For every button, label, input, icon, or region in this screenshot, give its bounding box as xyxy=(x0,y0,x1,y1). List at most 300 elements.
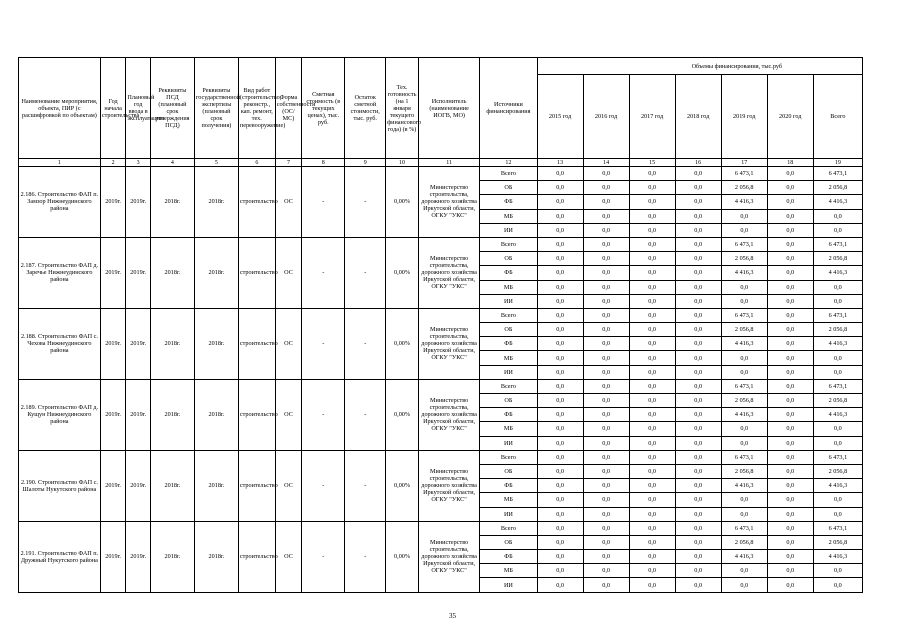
object-start: 2019г. xyxy=(100,379,126,450)
funding-value: 0,0 xyxy=(675,237,721,251)
funding-value: 0,0 xyxy=(583,266,629,280)
funding-value: 0,0 xyxy=(813,507,862,521)
funding-source: ИИ xyxy=(480,294,537,308)
object-ownership: ОС xyxy=(275,450,302,521)
column-number: 14 xyxy=(583,159,629,167)
header-work-type: Вид работ (строительство, реконстр., кап. ремонт, тех. перевооружение) xyxy=(238,58,275,159)
object-remaining: - xyxy=(345,379,386,450)
funding-source: ФБ xyxy=(480,195,537,209)
funding-value: 0,0 xyxy=(583,535,629,549)
object-ownership: ОС xyxy=(275,379,302,450)
header-remaining-cost: Остаток сметной стоимости, тыс. руб. xyxy=(345,58,386,159)
funding-value: 0,0 xyxy=(767,479,813,493)
column-number: 1 xyxy=(19,159,101,167)
funding-value: 0,0 xyxy=(767,237,813,251)
funding-source: ФБ xyxy=(480,479,537,493)
funding-value: 0,0 xyxy=(537,564,583,578)
funding-value: 0,0 xyxy=(767,408,813,422)
financing-table xyxy=(18,57,863,593)
funding-value: 0,0 xyxy=(583,294,629,308)
funding-value: 4 416,3 xyxy=(813,550,862,564)
object-executor: Министерство строительства, дорожного хозяйства Иркутской области, ОГКУ "УКС" xyxy=(418,237,479,308)
object-name: 2.189. Строительство ФАП д. Кущун Нижнеудинского района xyxy=(19,379,101,450)
header-year-2015: 2015 год xyxy=(537,75,583,159)
funding-source: ИИ xyxy=(480,223,537,237)
funding-value: 0,0 xyxy=(675,564,721,578)
funding-source: ОБ xyxy=(480,252,537,266)
object-cost: - xyxy=(302,237,345,308)
funding-value: 0,0 xyxy=(629,252,675,266)
funding-value: 6 473,1 xyxy=(813,379,862,393)
funding-value: 0,0 xyxy=(629,422,675,436)
object-readiness: 0,00% xyxy=(386,450,419,521)
header-total: Всего xyxy=(813,75,862,159)
funding-source: ОБ xyxy=(480,535,537,549)
funding-value: 6 473,1 xyxy=(813,167,862,181)
funding-value: 2 056,8 xyxy=(721,252,767,266)
funding-value: 0,0 xyxy=(721,351,767,365)
funding-source: ИИ xyxy=(480,436,537,450)
funding-source: Всего xyxy=(480,308,537,322)
funding-value: 0,0 xyxy=(767,436,813,450)
funding-value: 0,0 xyxy=(583,323,629,337)
funding-value: 0,0 xyxy=(629,535,675,549)
object-work: строительство xyxy=(238,237,275,308)
funding-value: 0,0 xyxy=(721,578,767,592)
funding-source: МБ xyxy=(480,209,537,223)
funding-value: 0,0 xyxy=(675,578,721,592)
funding-value: 0,0 xyxy=(537,266,583,280)
funding-value: 0,0 xyxy=(767,365,813,379)
object-work: строительство xyxy=(238,167,275,238)
funding-value: 6 473,1 xyxy=(813,237,862,251)
funding-value: 0,0 xyxy=(675,280,721,294)
object-expertise: 2018г. xyxy=(194,167,238,238)
object-expertise: 2018г. xyxy=(194,308,238,379)
header-volumes: Объемы финансирования, тыс.руб xyxy=(537,58,862,75)
funding-source: МБ xyxy=(480,351,537,365)
funding-value: 0,0 xyxy=(583,450,629,464)
table-row xyxy=(19,379,863,393)
funding-value: 0,0 xyxy=(767,550,813,564)
funding-value: 0,0 xyxy=(721,280,767,294)
funding-value: 0,0 xyxy=(537,493,583,507)
funding-value: 0,0 xyxy=(537,408,583,422)
column-numbers-row xyxy=(19,159,863,167)
object-work: строительство xyxy=(238,521,275,592)
object-expertise: 2018г. xyxy=(194,237,238,308)
column-number: 16 xyxy=(675,159,721,167)
object-cost: - xyxy=(302,450,345,521)
funding-value: 6 473,1 xyxy=(813,521,862,535)
funding-value: 0,0 xyxy=(537,280,583,294)
funding-source: МБ xyxy=(480,493,537,507)
funding-value: 0,0 xyxy=(629,351,675,365)
funding-value: 0,0 xyxy=(675,308,721,322)
funding-value: 0,0 xyxy=(629,394,675,408)
funding-value: 6 473,1 xyxy=(721,521,767,535)
header-year-2016: 2016 год xyxy=(583,75,629,159)
funding-value: 0,0 xyxy=(767,294,813,308)
object-remaining: - xyxy=(345,167,386,238)
funding-value: 0,0 xyxy=(537,181,583,195)
object-start: 2019г. xyxy=(100,308,126,379)
object-name: 2.187. Строительство ФАП д. Заречье Нижнеудинского района xyxy=(19,237,101,308)
column-number: 9 xyxy=(345,159,386,167)
funding-value: 0,0 xyxy=(583,479,629,493)
column-number: 15 xyxy=(629,159,675,167)
funding-value: 0,0 xyxy=(721,365,767,379)
funding-value: 0,0 xyxy=(675,436,721,450)
funding-value: 0,0 xyxy=(537,294,583,308)
funding-value: 0,0 xyxy=(537,521,583,535)
funding-value: 0,0 xyxy=(537,195,583,209)
funding-value: 0,0 xyxy=(629,493,675,507)
funding-value: 0,0 xyxy=(767,422,813,436)
funding-value: 0,0 xyxy=(629,379,675,393)
funding-value: 0,0 xyxy=(721,493,767,507)
column-number: 4 xyxy=(150,159,194,167)
funding-value: 0,0 xyxy=(629,209,675,223)
object-start: 2019г. xyxy=(100,450,126,521)
funding-value: 2 056,8 xyxy=(721,535,767,549)
header-year-2019: 2019 год xyxy=(721,75,767,159)
funding-value: 0,0 xyxy=(583,351,629,365)
object-ownership: ОС xyxy=(275,521,302,592)
funding-value: 0,0 xyxy=(721,223,767,237)
funding-value: 0,0 xyxy=(583,379,629,393)
object-readiness: 0,00% xyxy=(386,379,419,450)
funding-value: 4 416,3 xyxy=(721,408,767,422)
funding-value: 6 473,1 xyxy=(721,379,767,393)
table-row xyxy=(19,167,863,181)
funding-value: 0,0 xyxy=(813,223,862,237)
funding-source: ФБ xyxy=(480,337,537,351)
funding-value: 0,0 xyxy=(537,507,583,521)
header-ownership: Форма собственности (ОС/МС) xyxy=(275,58,302,159)
funding-value: 4 416,3 xyxy=(721,195,767,209)
funding-value: 0,0 xyxy=(629,308,675,322)
funding-value: 0,0 xyxy=(767,252,813,266)
funding-value: 6 473,1 xyxy=(721,450,767,464)
object-name: 2.188. Строительство ФАП с. Чехова Нижнеудинского района xyxy=(19,308,101,379)
funding-value: 0,0 xyxy=(675,464,721,478)
funding-value: 4 416,3 xyxy=(721,337,767,351)
object-expertise: 2018г. xyxy=(194,521,238,592)
funding-value: 0,0 xyxy=(629,464,675,478)
funding-value: 0,0 xyxy=(583,436,629,450)
funding-value: 0,0 xyxy=(767,337,813,351)
funding-value: 0,0 xyxy=(721,422,767,436)
header-readiness: Тех. готовность (на 1 января текущего финансового года) (в %) xyxy=(386,58,419,159)
funding-value: 2 056,8 xyxy=(721,323,767,337)
funding-value: 0,0 xyxy=(675,365,721,379)
funding-value: 0,0 xyxy=(629,167,675,181)
funding-value: 0,0 xyxy=(537,464,583,478)
column-number: 5 xyxy=(194,159,238,167)
funding-value: 0,0 xyxy=(675,479,721,493)
funding-source: Всего xyxy=(480,237,537,251)
funding-value: 0,0 xyxy=(583,507,629,521)
funding-value: 0,0 xyxy=(675,351,721,365)
funding-value: 0,0 xyxy=(675,408,721,422)
funding-value: 0,0 xyxy=(537,535,583,549)
funding-value: 0,0 xyxy=(583,408,629,422)
funding-value: 2 056,8 xyxy=(721,394,767,408)
object-remaining: - xyxy=(345,308,386,379)
funding-value: 0,0 xyxy=(583,167,629,181)
funding-source: МБ xyxy=(480,564,537,578)
object-readiness: 0,00% xyxy=(386,237,419,308)
funding-value: 4 416,3 xyxy=(721,550,767,564)
object-cost: - xyxy=(302,379,345,450)
object-work: строительство xyxy=(238,308,275,379)
funding-value: 2 056,8 xyxy=(721,464,767,478)
funding-value: 0,0 xyxy=(583,280,629,294)
funding-value: 0,0 xyxy=(675,550,721,564)
object-readiness: 0,00% xyxy=(386,521,419,592)
funding-value: 0,0 xyxy=(813,564,862,578)
funding-value: 6 473,1 xyxy=(721,167,767,181)
object-executor: Министерство строительства, дорожного хозяйства Иркутской области, ОГКУ "УКС" xyxy=(418,167,479,238)
funding-value: 0,0 xyxy=(675,323,721,337)
object-ownership: ОС xyxy=(275,167,302,238)
funding-value: 2 056,8 xyxy=(813,252,862,266)
funding-value: 2 056,8 xyxy=(813,464,862,478)
funding-value: 4 416,3 xyxy=(813,195,862,209)
object-psd: 2018г. xyxy=(150,450,194,521)
column-number: 8 xyxy=(302,159,345,167)
funding-source: ИИ xyxy=(480,578,537,592)
funding-value: 0,0 xyxy=(675,394,721,408)
header-year-2020: 2020 год xyxy=(767,75,813,159)
funding-value: 0,0 xyxy=(675,450,721,464)
funding-value: 0,0 xyxy=(629,323,675,337)
funding-value: 0,0 xyxy=(813,351,862,365)
object-executor: Министерство строительства, дорожного хозяйства Иркутской области, ОГКУ "УКС" xyxy=(418,379,479,450)
funding-value: 0,0 xyxy=(813,209,862,223)
funding-value: 0,0 xyxy=(583,308,629,322)
funding-value: 0,0 xyxy=(767,280,813,294)
funding-value: 0,0 xyxy=(813,578,862,592)
column-number: 11 xyxy=(418,159,479,167)
funding-value: 0,0 xyxy=(767,266,813,280)
object-planned: 2019г. xyxy=(126,521,151,592)
funding-value: 0,0 xyxy=(721,436,767,450)
funding-value: 0,0 xyxy=(583,564,629,578)
table-row xyxy=(19,308,863,322)
funding-source: ФБ xyxy=(480,550,537,564)
object-ownership: ОС xyxy=(275,308,302,379)
funding-value: 6 473,1 xyxy=(813,450,862,464)
object-work: строительство xyxy=(238,379,275,450)
funding-value: 0,0 xyxy=(675,507,721,521)
funding-source: ИИ xyxy=(480,365,537,379)
funding-source: ОБ xyxy=(480,181,537,195)
column-number: 6 xyxy=(238,159,275,167)
funding-value: 0,0 xyxy=(537,479,583,493)
funding-value: 0,0 xyxy=(629,266,675,280)
funding-value: 0,0 xyxy=(721,294,767,308)
funding-value: 0,0 xyxy=(537,252,583,266)
funding-value: 0,0 xyxy=(675,422,721,436)
object-expertise: 2018г. xyxy=(194,450,238,521)
funding-value: 4 416,3 xyxy=(813,337,862,351)
funding-value: 0,0 xyxy=(537,337,583,351)
header-sources: Источники финансирования xyxy=(480,58,537,159)
object-cost: - xyxy=(302,521,345,592)
funding-value: 0,0 xyxy=(675,266,721,280)
object-cost: - xyxy=(302,167,345,238)
column-number: 12 xyxy=(480,159,537,167)
funding-value: 0,0 xyxy=(767,394,813,408)
funding-value: 0,0 xyxy=(813,280,862,294)
funding-source: ФБ xyxy=(480,408,537,422)
funding-value: 0,0 xyxy=(583,578,629,592)
header-year-2017: 2017 год xyxy=(629,75,675,159)
object-executor: Министерство строительства, дорожного хозяйства Иркутской области, ОГКУ "УКС" xyxy=(418,450,479,521)
funding-value: 0,0 xyxy=(767,167,813,181)
funding-value: 0,0 xyxy=(537,578,583,592)
header-estimated-cost: Сметная стоимость (в текущих ценах), тыс. руб. xyxy=(302,58,345,159)
funding-value: 0,0 xyxy=(629,408,675,422)
funding-value: 0,0 xyxy=(767,450,813,464)
funding-value: 0,0 xyxy=(629,337,675,351)
object-name: 2.186. Строительство ФАП п. Замзор Нижнеудинского района xyxy=(19,167,101,238)
funding-value: 0,0 xyxy=(813,294,862,308)
funding-source: Всего xyxy=(480,167,537,181)
funding-value: 6 473,1 xyxy=(813,308,862,322)
funding-value: 0,0 xyxy=(767,223,813,237)
object-psd: 2018г. xyxy=(150,308,194,379)
funding-value: 2 056,8 xyxy=(813,181,862,195)
funding-value: 0,0 xyxy=(583,181,629,195)
funding-value: 0,0 xyxy=(813,422,862,436)
funding-value: 0,0 xyxy=(537,436,583,450)
funding-value: 0,0 xyxy=(675,493,721,507)
object-remaining: - xyxy=(345,521,386,592)
funding-source: ФБ xyxy=(480,266,537,280)
funding-value: 4 416,3 xyxy=(813,479,862,493)
funding-source: ОБ xyxy=(480,464,537,478)
funding-value: 0,0 xyxy=(675,223,721,237)
table-row xyxy=(19,450,863,464)
funding-value: 0,0 xyxy=(767,564,813,578)
object-ownership: ОС xyxy=(275,237,302,308)
object-name: 2.191. Строительство ФАП п. Дружный Нукутского района xyxy=(19,521,101,592)
object-executor: Министерство строительства, дорожного хозяйства Иркутской области, ОГКУ "УКС" xyxy=(418,521,479,592)
funding-value: 4 416,3 xyxy=(721,266,767,280)
funding-value: 0,0 xyxy=(675,209,721,223)
funding-value: 6 473,1 xyxy=(721,308,767,322)
object-readiness: 0,00% xyxy=(386,308,419,379)
funding-value: 0,0 xyxy=(537,308,583,322)
object-planned: 2019г. xyxy=(126,308,151,379)
funding-value: 2 056,8 xyxy=(813,323,862,337)
funding-value: 0,0 xyxy=(583,195,629,209)
funding-value: 0,0 xyxy=(629,564,675,578)
funding-value: 0,0 xyxy=(767,181,813,195)
object-psd: 2018г. xyxy=(150,379,194,450)
column-number: 10 xyxy=(386,159,419,167)
funding-source: Всего xyxy=(480,379,537,393)
object-start: 2019г. xyxy=(100,167,126,238)
funding-value: 0,0 xyxy=(629,479,675,493)
funding-value: 0,0 xyxy=(767,308,813,322)
funding-value: 6 473,1 xyxy=(721,237,767,251)
funding-value: 4 416,3 xyxy=(721,479,767,493)
funding-value: 0,0 xyxy=(767,209,813,223)
funding-value: 0,0 xyxy=(583,493,629,507)
object-psd: 2018г. xyxy=(150,521,194,592)
funding-value: 0,0 xyxy=(767,351,813,365)
funding-value: 0,0 xyxy=(675,252,721,266)
column-number: 18 xyxy=(767,159,813,167)
object-executor: Министерство строительства, дорожного хозяйства Иркутской области, ОГКУ "УКС" xyxy=(418,308,479,379)
funding-value: 0,0 xyxy=(537,394,583,408)
object-psd: 2018г. xyxy=(150,237,194,308)
funding-value: 0,0 xyxy=(583,394,629,408)
column-number: 3 xyxy=(126,159,151,167)
funding-value: 4 416,3 xyxy=(813,408,862,422)
funding-value: 0,0 xyxy=(537,209,583,223)
object-readiness: 0,00% xyxy=(386,167,419,238)
funding-value: 2 056,8 xyxy=(813,535,862,549)
funding-value: 0,0 xyxy=(583,252,629,266)
funding-value: 0,0 xyxy=(629,450,675,464)
header-name: Наименование мероприятия, объекта, ПИР (с расшифровкой по объектам) xyxy=(19,58,101,159)
funding-value: 0,0 xyxy=(537,365,583,379)
object-psd: 2018г. xyxy=(150,167,194,238)
funding-value: 0,0 xyxy=(767,521,813,535)
funding-value: 0,0 xyxy=(583,521,629,535)
object-work: строительство xyxy=(238,450,275,521)
funding-value: 0,0 xyxy=(675,379,721,393)
funding-value: 0,0 xyxy=(629,294,675,308)
funding-value: 0,0 xyxy=(675,195,721,209)
funding-value: 0,0 xyxy=(629,521,675,535)
funding-value: 0,0 xyxy=(767,493,813,507)
funding-value: 2 056,8 xyxy=(813,394,862,408)
header-start-year: Год начала строительства xyxy=(100,58,126,159)
table-row xyxy=(19,237,863,251)
table-body xyxy=(19,159,863,593)
object-cost: - xyxy=(302,308,345,379)
funding-value: 0,0 xyxy=(583,422,629,436)
object-planned: 2019г. xyxy=(126,379,151,450)
funding-value: 2 056,8 xyxy=(721,181,767,195)
funding-value: 0,0 xyxy=(583,550,629,564)
funding-value: 0,0 xyxy=(537,237,583,251)
object-planned: 2019г. xyxy=(126,237,151,308)
column-number: 17 xyxy=(721,159,767,167)
object-remaining: - xyxy=(345,237,386,308)
funding-value: 0,0 xyxy=(537,167,583,181)
column-number: 13 xyxy=(537,159,583,167)
column-number: 7 xyxy=(275,159,302,167)
funding-value: 0,0 xyxy=(767,195,813,209)
column-number: 2 xyxy=(100,159,126,167)
funding-value: 0,0 xyxy=(721,209,767,223)
funding-value: 0,0 xyxy=(767,323,813,337)
funding-value: 0,0 xyxy=(537,379,583,393)
funding-value: 0,0 xyxy=(537,351,583,365)
funding-value: 0,0 xyxy=(629,181,675,195)
funding-value: 0,0 xyxy=(583,337,629,351)
funding-value: 0,0 xyxy=(629,195,675,209)
funding-value: 0,0 xyxy=(629,280,675,294)
funding-source: ИИ xyxy=(480,507,537,521)
